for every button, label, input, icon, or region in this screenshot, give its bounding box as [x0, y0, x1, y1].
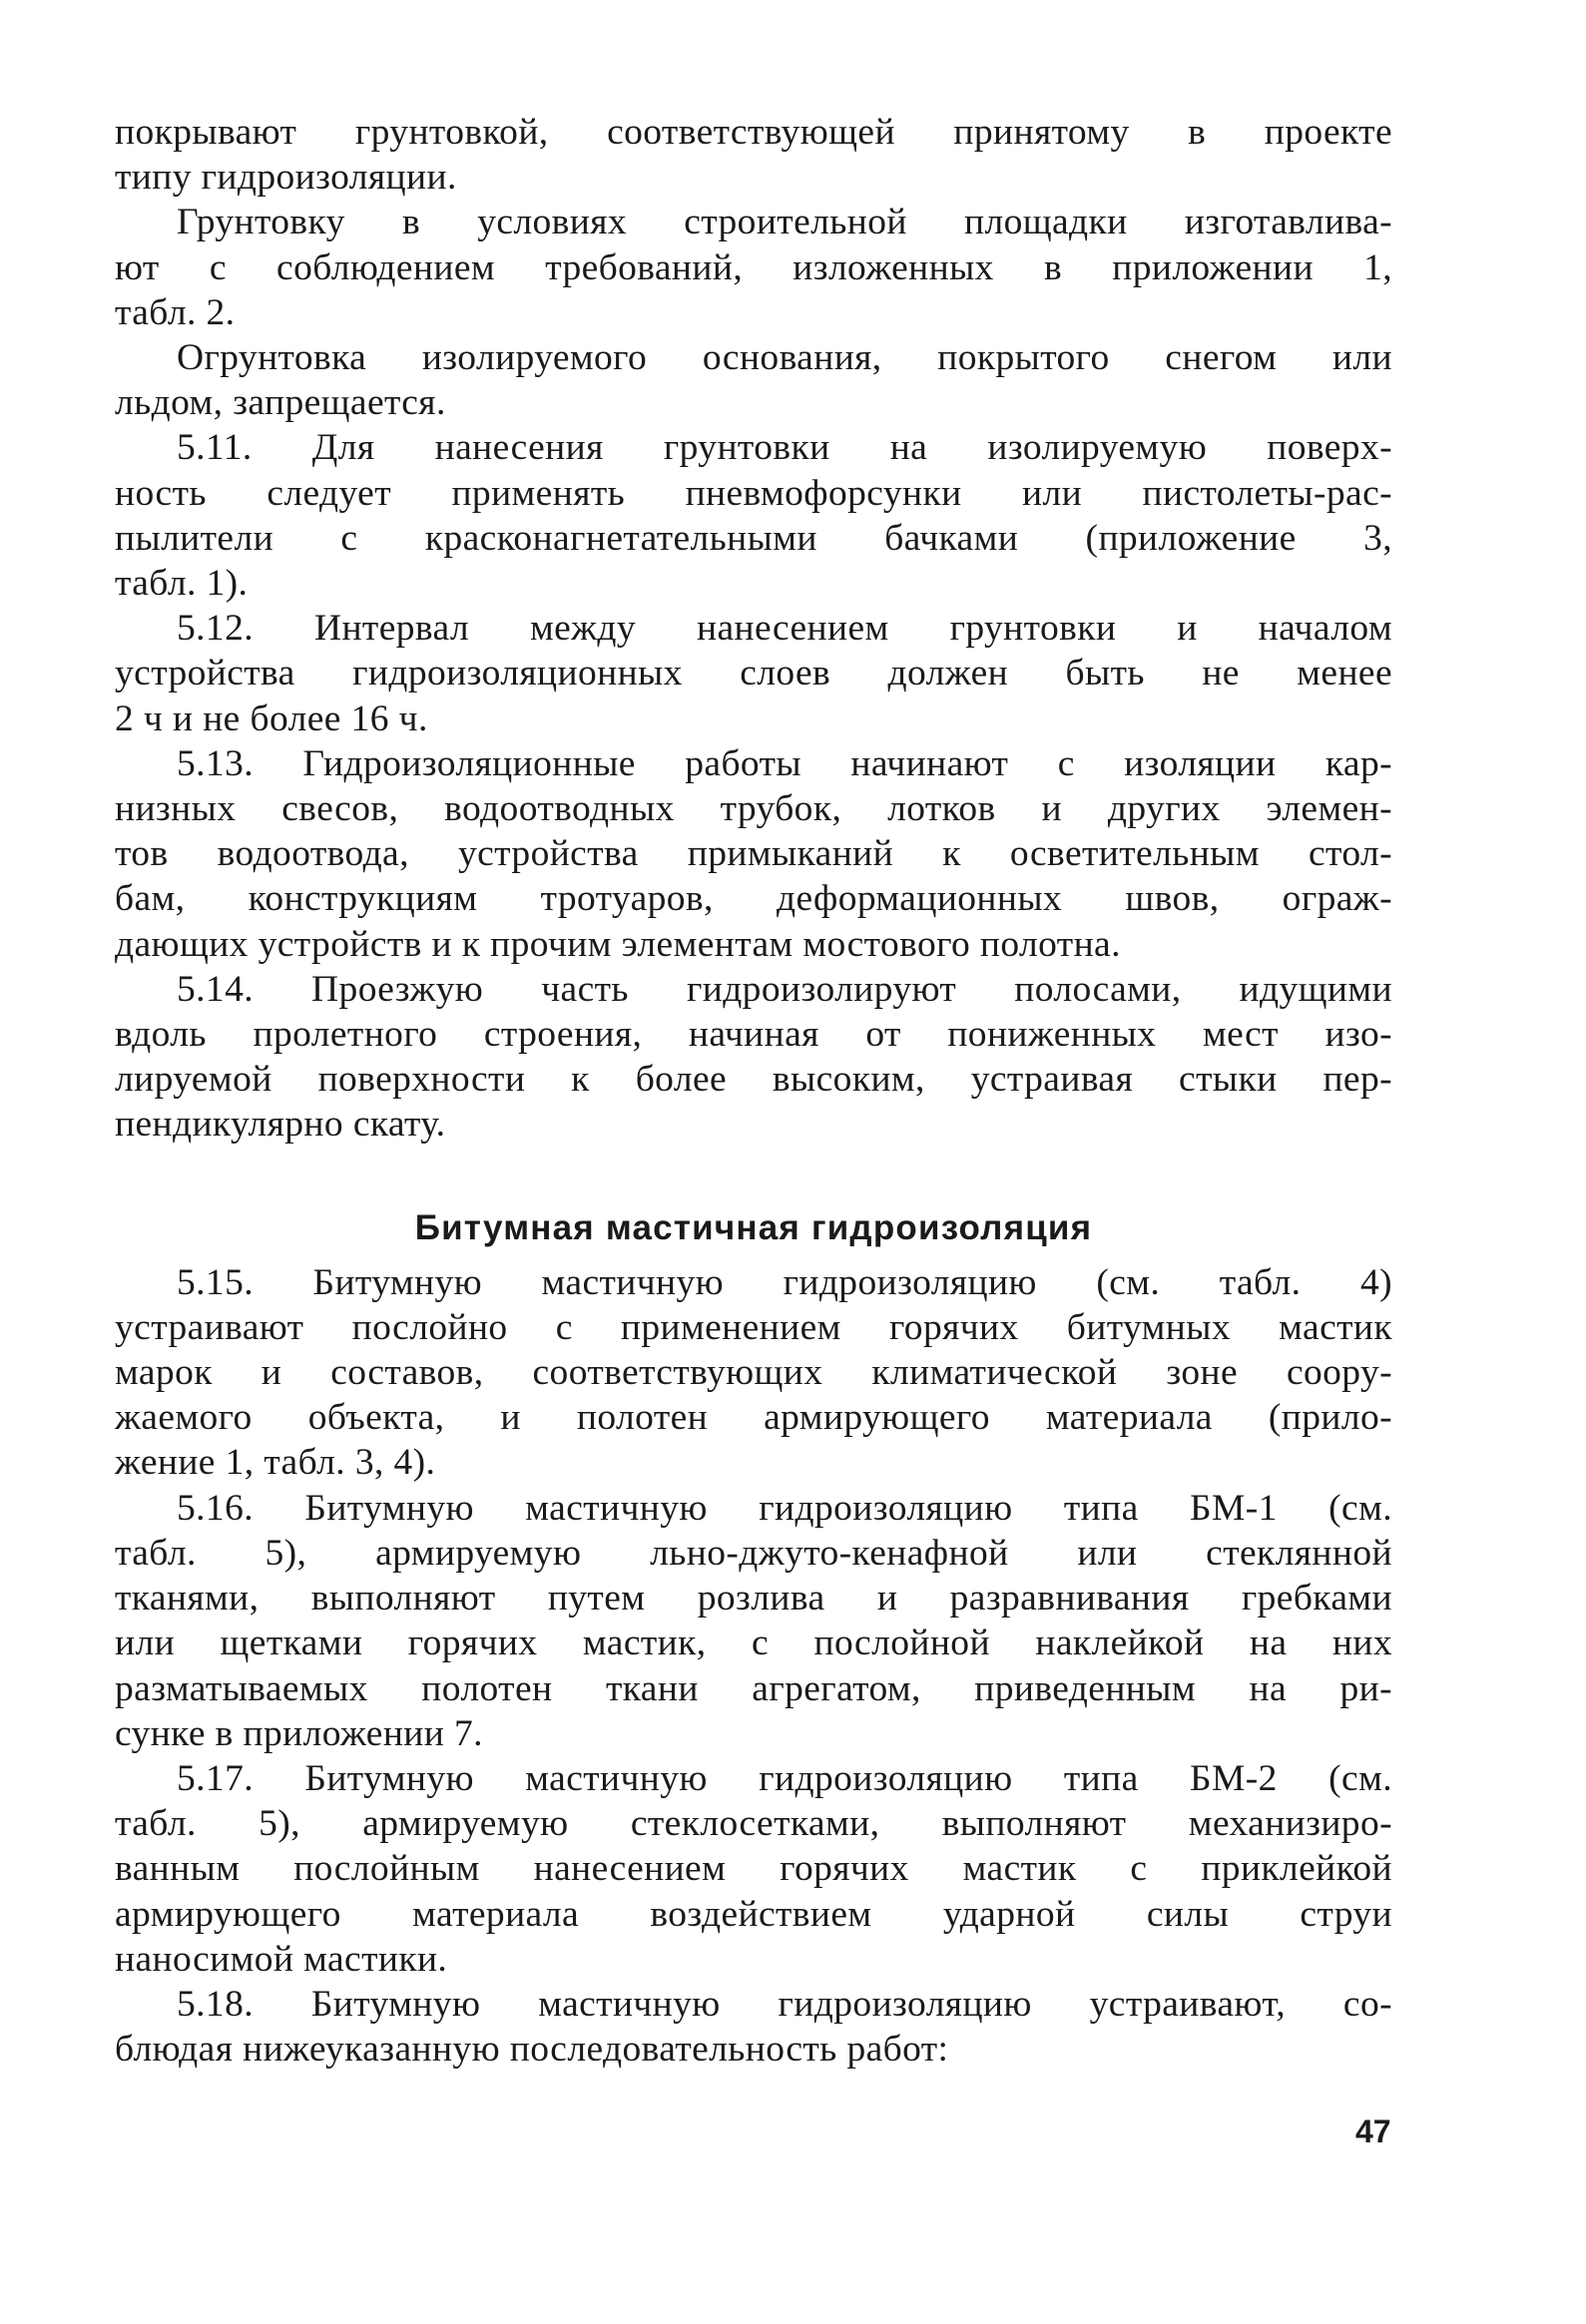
text-line: пендикулярно скату.: [115, 1104, 446, 1146]
text-line: пылители с красконагнетательными бачками (приложение 3,: [115, 517, 1392, 559]
text-line: 5.18. Битумную мастичную гидроизоляцию устраивают, со-: [177, 1983, 1392, 2025]
page-number: 47: [1355, 2113, 1391, 2149]
text-line: разматываемых полотен ткани агрегатом, приведенным на ри-: [115, 1667, 1392, 1709]
section-title: Битумная мастичная гидроизоляция: [414, 1207, 1093, 1247]
text-line: Грунтовку в условиях строительной площадки изготавлива-: [177, 202, 1392, 243]
text-line: лируемой поверхности к более высоким, устраивая стыки пер-: [115, 1059, 1392, 1101]
text-line: вдоль пролетного строения, начиная от пониженных мест изо-: [115, 1014, 1392, 1056]
text-line: Огрунтовка изолируемого основания, покрытого снегом или: [177, 337, 1392, 379]
text-line: 5.15. Битумную мастичную гидроизоляцию (см. табл. 4): [177, 1261, 1392, 1303]
text-line: устройства гидроизоляционных слоев должен быть не менее: [115, 653, 1392, 695]
text-line: бам, конструкциям тротуаров, деформационных швов, ограж-: [115, 878, 1392, 920]
text-line: ность следует применять пневмофорсунки или пистолеты-рас-: [115, 472, 1392, 514]
text-line: армирующего материала воздействием ударной силы струи: [115, 1893, 1392, 1935]
text-line: тканями, выполняют путем розлива и разравнивания гребками: [115, 1578, 1392, 1620]
paragraph: [115, 425, 1392, 606]
text-line: блюдая нижеуказанную последовательность работ:: [115, 2029, 949, 2071]
text-line: сунке в приложении 7.: [115, 1712, 483, 1754]
text-line: наносимой мастики.: [115, 1938, 448, 1980]
text-block-top: [115, 110, 1392, 1148]
text-line: 5.16. Битумную мастичную гидроизоляцию типа БМ-1 (см.: [177, 1487, 1392, 1529]
text-line: типу гидроизоляции.: [115, 157, 457, 199]
paragraph: [115, 606, 1392, 741]
text-line: тов водоотвода, устройства примыканий к осветительным стол-: [115, 833, 1392, 875]
text-line: табл. 5), армируемую льно-джуто-кенафной или стеклянной: [115, 1532, 1392, 1574]
paragraph: [115, 1486, 1392, 1756]
text-line: табл. 5), армируемую стеклосетками, выполняют механизиро-: [115, 1803, 1392, 1845]
text-block-bottom: [115, 1260, 1392, 2073]
text-line: или щетками горячих мастик, с послойной наклейкой на них: [115, 1623, 1392, 1664]
text-line: 5.11. Для нанесения грунтовки на изолируемую поверх-: [177, 427, 1392, 469]
text-line: низных свесов, водоотводных трубок, лотков и других элемен-: [115, 788, 1392, 830]
paragraph: [115, 200, 1392, 335]
paragraph: [115, 110, 1392, 200]
text-line: 5.12. Интервал между нанесением грунтовки и началом: [177, 608, 1392, 650]
text-line: 5.17. Битумную мастичную гидроизоляцию типа БМ-2 (см.: [177, 1757, 1392, 1799]
text-line: ванным послойным нанесением горячих мастик с приклейкой: [115, 1848, 1392, 1890]
text-line: дающих устройств и к прочим элементам мостового полотна.: [115, 923, 1121, 965]
text-line: марок и составов, соответствующих климатической зоне соору-: [115, 1352, 1392, 1394]
page-content: [115, 110, 1392, 2072]
text-line: льдом, запрещается.: [115, 382, 446, 424]
text-line: табл. 1).: [115, 563, 249, 605]
text-line: жение 1, табл. 3, 4).: [115, 1442, 436, 1484]
paragraph: [115, 1260, 1392, 1486]
text-line: 2 ч и не более 16 ч.: [115, 697, 428, 739]
paragraph: [115, 1982, 1392, 2072]
text-line: устраивают послойно с применением горячих битумных мастик: [115, 1306, 1392, 1348]
text-line: 5.13. Гидроизоляционные работы начинают с изоляции кар-: [177, 742, 1392, 784]
text-line: жаемого объекта, и полотен армирующего материала (прило-: [115, 1397, 1392, 1439]
paragraph: [115, 967, 1392, 1148]
paragraph: [115, 1756, 1392, 1982]
paragraph: [115, 335, 1392, 425]
text-line: табл. 2.: [115, 291, 236, 333]
text-line: 5.14. Проезжую часть гидроизолируют полосами, идущими: [177, 968, 1392, 1010]
text-line: ют с соблюдением требований, изложенных в приложении 1,: [115, 246, 1392, 288]
text-line: покрывают грунтовкой, соответствующей принятому в проекте: [115, 112, 1392, 153]
paragraph: [115, 741, 1392, 967]
